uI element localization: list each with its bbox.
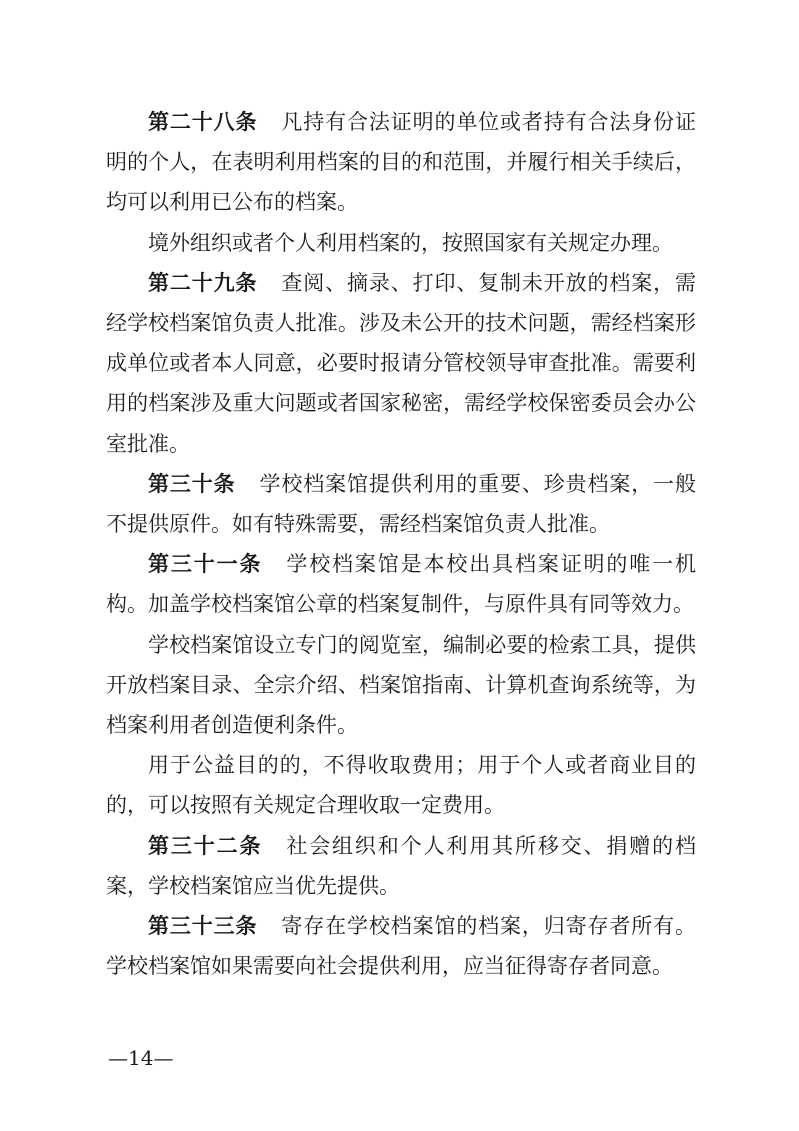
article-text: 学校档案馆提供利用的重要、珍贵档案，一般不提供原件。如有特殊需要，需经档案馆负责人批准。 (106, 471, 697, 537)
article-text: 凡持有合法证明的单位或者持有合法身份证明的个人，在表明利用档案的目的和范围，并履行相关手续后，均可以利用已公布的档案。 (106, 110, 697, 215)
article-text: 境外组织或者个人利用档案的，按照国家有关规定办理。 (148, 230, 673, 255)
article-32 (106, 826, 696, 906)
article-heading: 第三十三条 (148, 914, 258, 939)
article-text: 学校档案馆设立专门的阅览室，编制必要的检索工具，提供开放档案目录、全宗介绍、档案馆指南、计算机查询系统等，为档案利用者创造便利条件。 (106, 632, 696, 738)
article-text: 用于公益目的的，不得收取费用；用于个人或者商业目的的，可以按照有关规定合理收取一定费用。 (106, 753, 696, 818)
article-text: 社会组织和个人利用其所移交、捐赠的档案，学校档案馆应当优先提供。 (106, 833, 697, 898)
article-heading: 第三十二条 (148, 833, 263, 858)
article-28-paragraph-2 (106, 223, 696, 263)
article-heading: 第二十九条 (148, 270, 258, 295)
article-heading: 第三十条 (148, 471, 236, 496)
article-heading: 第二十八条 (148, 110, 258, 134)
article-33 (106, 906, 696, 986)
article-28 (106, 102, 696, 223)
article-heading: 第三十一条 (148, 552, 263, 577)
article-text: 学校档案馆是本校出具档案证明的唯一机构。加盖学校档案馆公章的档案复制件，与原件具有同等效力。 (106, 552, 697, 617)
article-31-paragraph-2 (106, 625, 696, 746)
page-number: —14— (108, 1046, 174, 1070)
article-text: 查阅、摘录、打印、复制未开放的档案，需经学校档案馆负责人批准。涉及未公开的技术问题，需经档案形成单位或者本人同意，必要时报请分管校领导审查批准。需要利用的档案涉及重大问题或者国家秘密，需经学校保密委员会办公室批准。 (106, 270, 697, 456)
article-text: 寄存在学校档案馆的档案，归寄存者所有。学校档案馆如果需要向社会提供利用，应当征得寄存者同意。 (106, 914, 697, 979)
article-31 (106, 544, 696, 624)
document-body (106, 102, 696, 986)
article-31-paragraph-3 (106, 745, 696, 825)
article-30 (106, 464, 696, 544)
article-29 (106, 263, 696, 464)
